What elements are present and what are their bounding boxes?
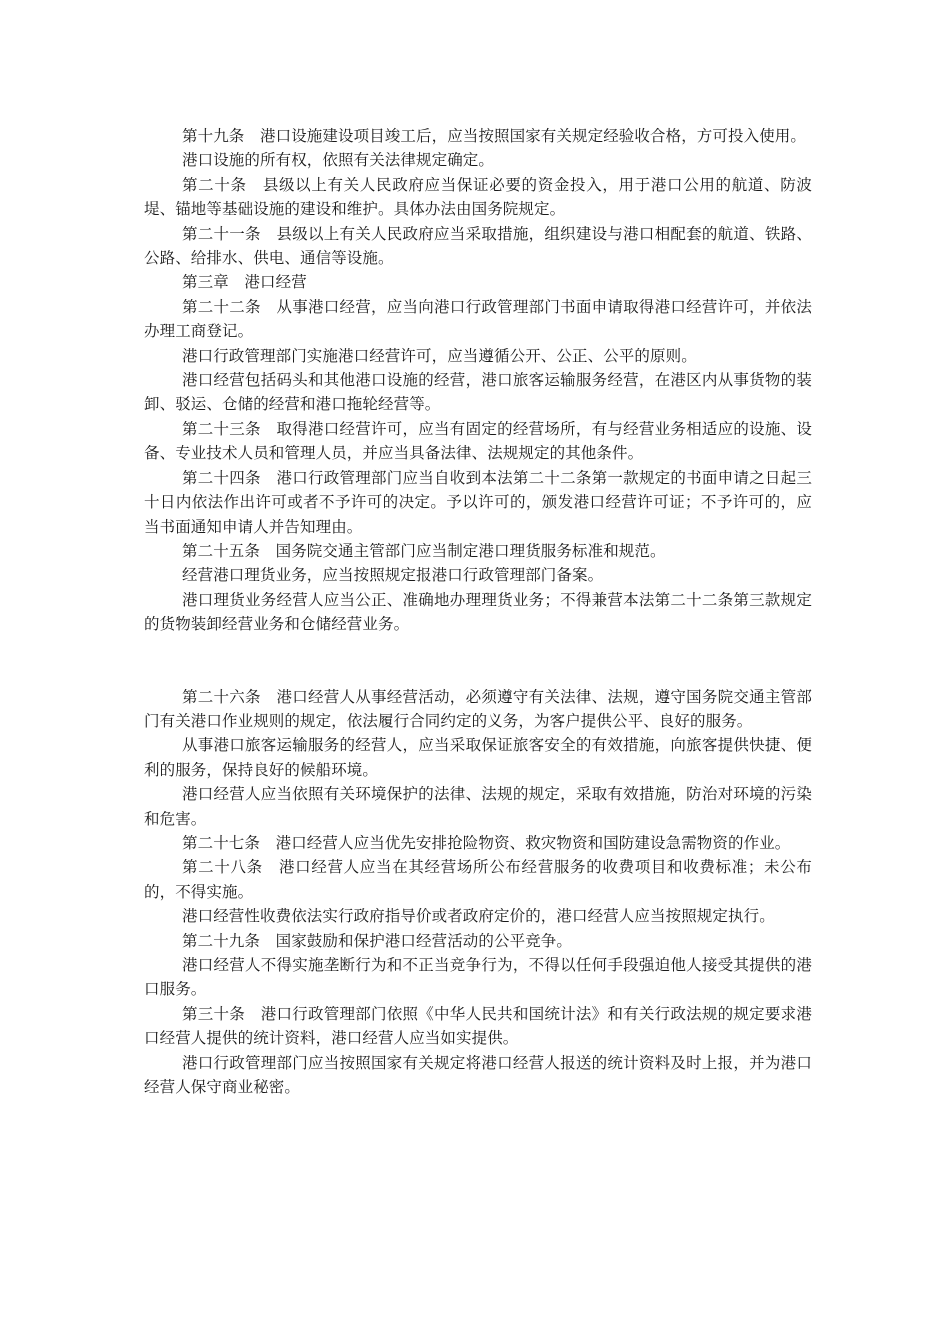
- paragraph: 港口经营包括码头和其他港口设施的经营，港口旅客运输服务经营，在港区内从事货物的装卸、驳运、仓储的经营和港口拖轮经营等。: [144, 371, 812, 414]
- section-one: [144, 124, 812, 637]
- paragraph: 港口理货业务经营人应当公正、准确地办理理货业务；不得兼营本法第二十二条第三款规定的货物装卸经营业务和仓储经营业务。: [144, 590, 812, 634]
- paragraph: 港口行政管理部门应当按照国家有关规定将港口经营人报送的统计资料及时上报，并为港口经营人保守商业秘密。: [144, 1053, 812, 1097]
- article-22: 第二十二条 从事港口经营，应当向港口行政管理部门书面申请取得港口经营许可，并依法办理工商登记。: [144, 297, 812, 341]
- article-20: 第二十条 县级以上有关人民政府应当保证必要的资金投入，用于港口公用的航道、防波堤、锚地等基础设施的建设和维护。具体办法由国务院规定。: [144, 175, 812, 219]
- article-28: 第二十八条 港口经营人应当在其经营场所公布经营服务的收费项目和收费标准；未公布的，不得实施。: [144, 858, 812, 901]
- article-27: 第二十七条 港口经营人应当优先安排抢险物资、救灾物资和国防建设急需物资的作业。: [182, 833, 791, 852]
- paragraph: 经营港口理货业务，应当按照规定报港口行政管理部门备案。: [182, 566, 604, 585]
- paragraph: 港口经营性收费依法实行政府指导价或者政府定价的，港口经营人应当按照规定执行。: [182, 907, 775, 926]
- article-23: 第二十三条 取得港口经营许可，应当有固定的经营场所，有与经营业务相适应的设施、设备、专业技术人员和管理人员，并应当具备法律、法规规定的其他条件。: [144, 419, 812, 463]
- document-page: [144, 124, 812, 1099]
- article-29: 第二十九条 国家鼓励和保护港口经营活动的公平竞争。: [182, 931, 573, 950]
- article-26: 第二十六条 港口经营人从事经营活动，必须遵守有关法律、法规，遵守国务院交通主管部门有关港口作业规则的规定，依法履行合同约定的义务，为客户提供公平、良好的服务。: [144, 687, 812, 730]
- section-gap: [144, 637, 812, 685]
- paragraph: 港口经营人不得实施垄断行为和不正当竞争行为，不得以任何手段强迫他人接受其提供的港口服务。: [144, 956, 812, 999]
- article-25: 第二十五条 国务院交通主管部门应当制定港口理货服务标准和规范。: [182, 541, 666, 560]
- section-two: [144, 685, 812, 1100]
- article-19: 第十九条 港口设施建设项目竣工后，应当按照国家有关规定经验收合格，方可投入使用。: [182, 127, 807, 145]
- paragraph: 港口经营人应当依照有关环境保护的法律、法规的规定，采取有效措施，防治对环境的污染和危害。: [144, 785, 812, 828]
- chapter-heading: 第三章 港口经营: [182, 273, 307, 292]
- article-24: 第二十四条 港口行政管理部门应当自收到本法第二十二条第一款规定的书面申请之日起三十日内依法作出许可或者不予许可的决定。予以许可的，颁发港口经营许可证；不予许可的，应当书面通知申请人并告知理由。: [144, 468, 812, 536]
- paragraph: 港口行政管理部门实施港口经营许可，应当遵循公开、公正、公平的原则。: [182, 346, 697, 365]
- article-21: 第二十一条 县级以上有关人民政府应当采取措施，组织建设与港口相配套的航道、铁路、公路、给排水、供电、通信等设施。: [144, 224, 812, 268]
- paragraph: 港口设施的所有权，依照有关法律规定确定。: [182, 151, 495, 170]
- paragraph: 从事港口旅客运输服务的经营人，应当采取保证旅客安全的有效措施，向旅客提供快捷、便利的服务，保持良好的候船环境。: [144, 736, 812, 779]
- article-30: 第三十条 港口行政管理部门依照《中华人民共和国统计法》和有关行政法规的规定要求港口经营人提供的统计资料，港口经营人应当如实提供。: [144, 1004, 812, 1048]
